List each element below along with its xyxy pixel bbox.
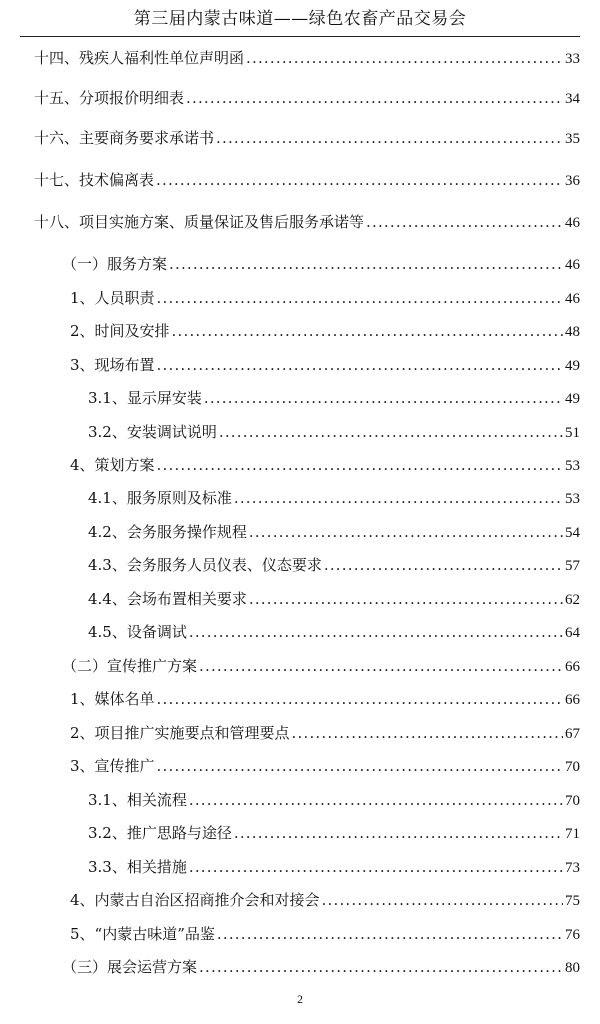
dot-leader: [246, 46, 563, 70]
toc-entry-service-plan[interactable]: [62, 252, 580, 276]
dot-leader: [324, 553, 563, 577]
dot-leader: [204, 386, 563, 410]
toc-entry-3-2b[interactable]: [88, 821, 580, 845]
toc-entry-page: 67: [565, 726, 580, 742]
toc-entry-page: 36: [565, 173, 580, 189]
toc-entry-label: 2、项目推广实施要点和管理要点: [70, 724, 290, 742]
toc-entry-planning[interactable]: [70, 453, 580, 477]
toc-entry-page: 73: [565, 860, 580, 876]
toc-entry-page: 76: [565, 927, 580, 943]
toc-entry-page: 75: [565, 893, 580, 909]
dot-leader: [292, 721, 563, 745]
toc-entry-label: 3、现场布置: [70, 356, 155, 374]
toc-entry-label: 4.5、设备调试: [88, 623, 187, 641]
toc-entry-promotion-plan[interactable]: [62, 654, 580, 678]
toc-entry-page: 53: [565, 458, 580, 474]
toc-entry-label: 5、“内蒙古味道”品鉴: [70, 925, 215, 943]
dot-leader: [249, 520, 563, 544]
toc-entry-4-4[interactable]: [88, 587, 580, 611]
toc-entry-page: 54: [565, 525, 580, 541]
dot-leader: [217, 922, 563, 946]
dot-leader: [157, 353, 563, 377]
toc-entry-label: 4.2、会务服务操作规程: [88, 523, 247, 541]
toc-entry-staff-duties[interactable]: [70, 286, 580, 310]
toc-entry-page: 48: [565, 324, 580, 340]
toc-entry-page: 51: [565, 425, 580, 441]
dot-leader: [219, 420, 563, 444]
toc-entry-label: 3.3、相关措施: [88, 858, 187, 876]
toc-entry-18[interactable]: [34, 210, 580, 234]
toc-entry-label: 4、策划方案: [70, 456, 155, 474]
toc-entry-page: 46: [565, 291, 580, 307]
toc-entry-page: 35: [565, 131, 580, 147]
dot-leader: [172, 319, 563, 343]
toc-entry-3-1[interactable]: [88, 386, 580, 410]
toc-entry-site-layout[interactable]: [70, 353, 580, 377]
toc-entry-17[interactable]: [34, 168, 580, 192]
toc-entry-page: 46: [565, 257, 580, 273]
toc-entry-4-1[interactable]: [88, 486, 580, 510]
toc-entry-media-list[interactable]: [70, 687, 580, 711]
toc-entry-label: 4.1、服务原则及标准: [88, 489, 232, 507]
toc-entry-4-5[interactable]: [88, 620, 580, 644]
toc-entry-label: 1、媒体名单: [70, 690, 155, 708]
toc-entry-page: 49: [565, 391, 580, 407]
dot-leader: [199, 654, 563, 678]
dot-leader: [234, 821, 563, 845]
toc-entry-label: 1、人员职责: [70, 289, 155, 307]
toc-entry-page: 70: [565, 759, 580, 775]
toc-entry-3-1b[interactable]: [88, 788, 580, 812]
dot-leader: [156, 168, 563, 192]
dot-leader: [157, 286, 563, 310]
toc-entry-page: 66: [565, 692, 580, 708]
toc-entry-page: 80: [565, 960, 580, 976]
dot-leader: [157, 687, 563, 711]
toc-entry-4-2[interactable]: [88, 520, 580, 544]
toc-entry-label: 4.3、会务服务人员仪表、仪态要求: [88, 556, 322, 574]
toc-entry-page: 64: [565, 625, 580, 641]
header-divider: [20, 36, 580, 37]
toc-entry-label: 3.1、相关流程: [88, 791, 187, 809]
toc-entry-key-points[interactable]: [70, 721, 580, 745]
toc-entry-exhibition-ops[interactable]: [62, 955, 580, 979]
toc-entry-label: （一）服务方案: [62, 255, 168, 273]
toc-entry-schedule[interactable]: [70, 319, 580, 343]
toc-entry-page: 49: [565, 358, 580, 374]
page-number: 2: [297, 992, 303, 1006]
dot-leader: [186, 86, 563, 110]
dot-leader: [157, 453, 563, 477]
dot-leader: [157, 754, 563, 778]
toc-entry-page: 46: [565, 215, 580, 231]
toc-entry-15[interactable]: [34, 86, 580, 110]
toc-entry-16[interactable]: [34, 126, 580, 150]
toc-entry-3-2[interactable]: [88, 420, 580, 444]
toc-entry-label: 十八、项目实施方案、质量保证及售后服务承诺等: [34, 213, 365, 231]
toc-entry-page: 33: [565, 51, 580, 67]
toc-entry-3-3b[interactable]: [88, 855, 580, 879]
toc-entry-label: 4、内蒙古自治区招商推介会和对接会: [70, 891, 320, 909]
toc-entry-page: 53: [565, 491, 580, 507]
toc-entry-investment-fair[interactable]: [70, 888, 580, 912]
toc-entry-label: 4.4、会场布置相关要求: [88, 590, 247, 608]
dot-leader: [249, 587, 563, 611]
table-of-contents: [0, 40, 600, 984]
dot-leader: [322, 888, 563, 912]
toc-entry-label: 十四、残疾人福利性单位声明函: [34, 49, 245, 67]
toc-entry-label: 2、时间及安排: [70, 322, 170, 340]
dot-leader: [199, 955, 563, 979]
toc-entry-label: 3.1、显示屏安装: [88, 389, 202, 407]
toc-entry-page: 71: [565, 826, 580, 842]
dot-leader: [216, 126, 563, 150]
toc-entry-label: 十六、主要商务要求承诺书: [34, 129, 215, 147]
dot-leader: [189, 788, 563, 812]
toc-entry-label: 十七、技术偏离表: [34, 171, 155, 189]
toc-entry-page: 62: [565, 592, 580, 608]
toc-entry-label: 十五、分项报价明细表: [34, 89, 185, 107]
toc-entry-label: 3.2、推广思路与途径: [88, 824, 232, 842]
dot-leader: [366, 210, 563, 234]
toc-entry-page: 57: [565, 558, 580, 574]
dot-leader: [234, 486, 563, 510]
toc-entry-14[interactable]: [34, 46, 580, 70]
toc-entry-promotion[interactable]: [70, 754, 580, 778]
toc-entry-tasting[interactable]: [70, 922, 580, 946]
toc-entry-4-3[interactable]: [88, 553, 580, 577]
toc-entry-label: （三）展会运营方案: [62, 958, 198, 976]
running-header: 第三届内蒙古味道——绿色农畜产品交易会: [133, 9, 467, 29]
dot-leader: [189, 855, 563, 879]
toc-entry-page: 34: [565, 91, 580, 107]
dot-leader: [169, 252, 563, 276]
toc-entry-page: 70: [565, 793, 580, 809]
dot-leader: [189, 620, 563, 644]
toc-entry-page: 66: [565, 659, 580, 675]
toc-entry-label: （二）宣传推广方案: [62, 657, 198, 675]
toc-entry-label: 3.2、安装调试说明: [88, 423, 217, 441]
toc-entry-label: 3、宣传推广: [70, 757, 155, 775]
